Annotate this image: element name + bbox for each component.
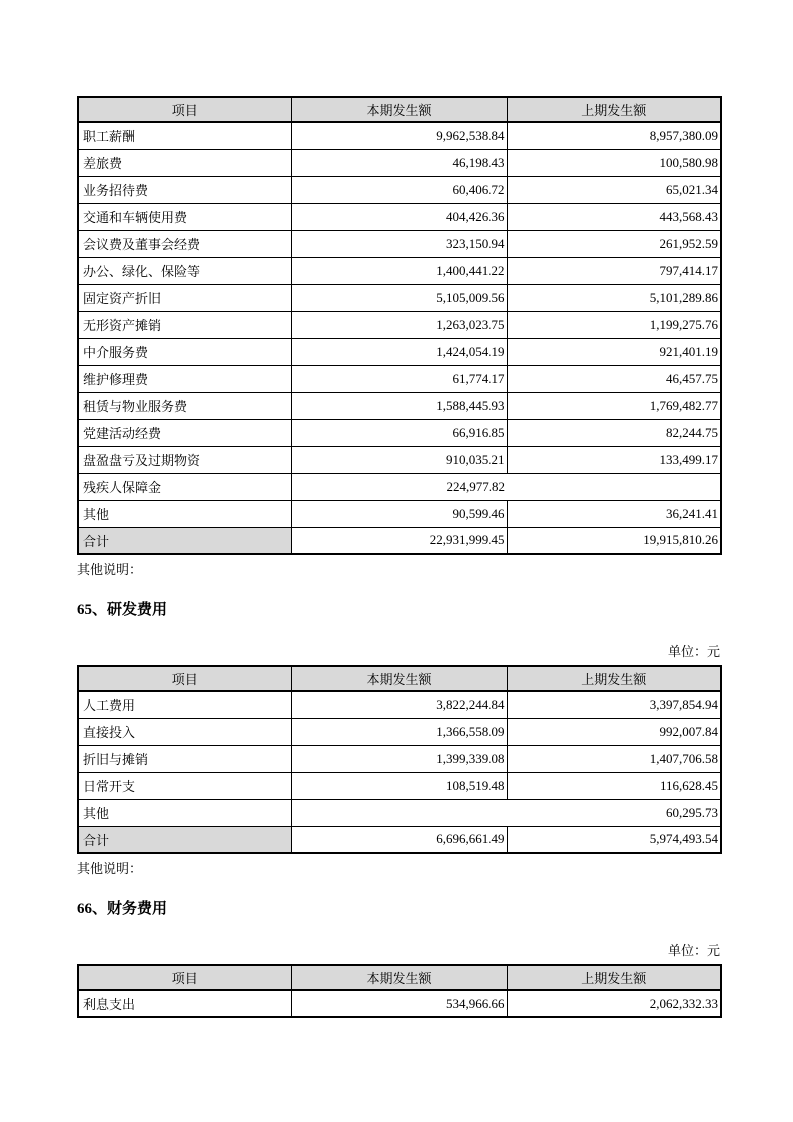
current-period-amount-cell: 1,399,339.08: [291, 745, 507, 772]
current-period-amount-cell: 22,931,999.45: [291, 527, 507, 554]
prior-period-amount-cell: 5,974,493.54: [507, 826, 721, 853]
prior-period-amount-cell: 2,062,332.33: [507, 990, 721, 1017]
item-label-cell: 其他: [78, 500, 291, 527]
prior-period-amount-cell: 116,628.45: [507, 772, 721, 799]
column-header-current-period: 本期发生额: [291, 965, 507, 990]
current-period-amount-cell: 9,962,538.84: [291, 122, 507, 149]
item-label-cell: 直接投入: [78, 718, 291, 745]
table-row: [78, 419, 721, 446]
table-row: [78, 176, 721, 203]
other-notes-label: 其他说明：: [77, 861, 143, 876]
item-label-cell: 合计: [78, 826, 291, 853]
current-period-amount-cell: 60,406.72: [291, 176, 507, 203]
prior-period-amount-cell: 100,580.98: [507, 149, 721, 176]
header-row: [78, 666, 721, 691]
prior-period-amount-cell: 65,021.34: [507, 176, 721, 203]
column-header-item: 项目: [78, 965, 291, 990]
current-period-amount-cell: 1,400,441.22: [291, 257, 507, 284]
current-period-amount-cell: [291, 799, 507, 826]
table-row: [78, 203, 721, 230]
rd-expense-table: [77, 665, 722, 854]
total-row: [78, 826, 721, 853]
table-row: [78, 257, 721, 284]
item-label-cell: 残疾人保障金: [78, 473, 291, 500]
table-row: [78, 392, 721, 419]
prior-period-amount-cell: [507, 473, 721, 500]
item-label-cell: 维护修理费: [78, 365, 291, 392]
current-period-amount-cell: 6,696,661.49: [291, 826, 507, 853]
table-row: [78, 230, 721, 257]
table-row: [78, 122, 721, 149]
current-period-amount-cell: 66,916.85: [291, 419, 507, 446]
prior-period-amount-cell: 133,499.17: [507, 446, 721, 473]
header-row: [78, 97, 721, 122]
current-period-amount-cell: 46,198.43: [291, 149, 507, 176]
column-header-prior-period: 上期发生额: [507, 965, 721, 990]
prior-period-amount-cell: 46,457.75: [507, 365, 721, 392]
section-heading-66-finance-expense: 66、财务费用: [77, 901, 168, 917]
item-label-cell: 中介服务费: [78, 338, 291, 365]
prior-period-amount-cell: 797,414.17: [507, 257, 721, 284]
current-period-amount-cell: 323,150.94: [291, 230, 507, 257]
item-label-cell: 日常开支: [78, 772, 291, 799]
table-row: [78, 338, 721, 365]
table-row: [78, 799, 721, 826]
column-header-current-period: 本期发生额: [291, 97, 507, 122]
current-period-amount-cell: 108,519.48: [291, 772, 507, 799]
table-row: [78, 365, 721, 392]
item-label-cell: 业务招待费: [78, 176, 291, 203]
table-row: [78, 718, 721, 745]
unit-label: 单位：元: [667, 644, 720, 659]
prior-period-amount-cell: 992,007.84: [507, 718, 721, 745]
item-label-cell: 交通和车辆使用费: [78, 203, 291, 230]
current-period-amount-cell: 61,774.17: [291, 365, 507, 392]
prior-period-amount-cell: 8,957,380.09: [507, 122, 721, 149]
column-header-item: 项目: [78, 97, 291, 122]
table-row: [78, 149, 721, 176]
prior-period-amount-cell: 1,769,482.77: [507, 392, 721, 419]
finance-expense-table: [77, 964, 722, 1018]
column-header-prior-period: 上期发生额: [507, 666, 721, 691]
prior-period-amount-cell: 1,407,706.58: [507, 745, 721, 772]
prior-period-amount-cell: 36,241.41: [507, 500, 721, 527]
current-period-amount-cell: 1,263,023.75: [291, 311, 507, 338]
table-row: [78, 284, 721, 311]
item-label-cell: 差旅费: [78, 149, 291, 176]
table-row: [78, 500, 721, 527]
current-period-amount-cell: 910,035.21: [291, 446, 507, 473]
current-period-amount-cell: 224,977.82: [291, 473, 507, 500]
page-content: [77, 0, 720, 1018]
unit-label: 单位：元: [667, 943, 720, 958]
item-label-cell: 固定资产折旧: [78, 284, 291, 311]
prior-period-amount-cell: 19,915,810.26: [507, 527, 721, 554]
column-header-current-period: 本期发生额: [291, 666, 507, 691]
prior-period-amount-cell: 82,244.75: [507, 419, 721, 446]
item-label-cell: 人工费用: [78, 691, 291, 718]
total-row: [78, 527, 721, 554]
item-label-cell: 职工薪酬: [78, 122, 291, 149]
current-period-amount-cell: 404,426.36: [291, 203, 507, 230]
current-period-amount-cell: 1,588,445.93: [291, 392, 507, 419]
current-period-amount-cell: 90,599.46: [291, 500, 507, 527]
current-period-amount-cell: 1,366,558.09: [291, 718, 507, 745]
header-row: [78, 965, 721, 990]
table-row: [78, 745, 721, 772]
other-notes-label: 其他说明：: [77, 562, 143, 577]
prior-period-amount-cell: 261,952.59: [507, 230, 721, 257]
prior-period-amount-cell: 60,295.73: [507, 799, 721, 826]
column-header-prior-period: 上期发生额: [507, 97, 721, 122]
item-label-cell: 其他: [78, 799, 291, 826]
table-row: [78, 990, 721, 1017]
table-row: [78, 446, 721, 473]
current-period-amount-cell: 3,822,244.84: [291, 691, 507, 718]
item-label-cell: 无形资产摊销: [78, 311, 291, 338]
current-period-amount-cell: 5,105,009.56: [291, 284, 507, 311]
current-period-amount-cell: 534,966.66: [291, 990, 507, 1017]
item-label-cell: 折旧与摊销: [78, 745, 291, 772]
item-label-cell: 利息支出: [78, 990, 291, 1017]
prior-period-amount-cell: 443,568.43: [507, 203, 721, 230]
table-row: [78, 311, 721, 338]
current-period-amount-cell: 1,424,054.19: [291, 338, 507, 365]
table-row: [78, 691, 721, 718]
item-label-cell: 党建活动经费: [78, 419, 291, 446]
period-expense-table: [77, 96, 722, 555]
section-heading-65-rd-expense: 65、研发费用: [77, 602, 168, 618]
table-row: [78, 772, 721, 799]
item-label-cell: 合计: [78, 527, 291, 554]
item-label-cell: 办公、绿化、保险等: [78, 257, 291, 284]
item-label-cell: 会议费及董事会经费: [78, 230, 291, 257]
item-label-cell: 租赁与物业服务费: [78, 392, 291, 419]
prior-period-amount-cell: 921,401.19: [507, 338, 721, 365]
item-label-cell: 盘盈盘亏及过期物资: [78, 446, 291, 473]
column-header-item: 项目: [78, 666, 291, 691]
prior-period-amount-cell: 1,199,275.76: [507, 311, 721, 338]
prior-period-amount-cell: 5,101,289.86: [507, 284, 721, 311]
prior-period-amount-cell: 3,397,854.94: [507, 691, 721, 718]
table-row: [78, 473, 721, 500]
